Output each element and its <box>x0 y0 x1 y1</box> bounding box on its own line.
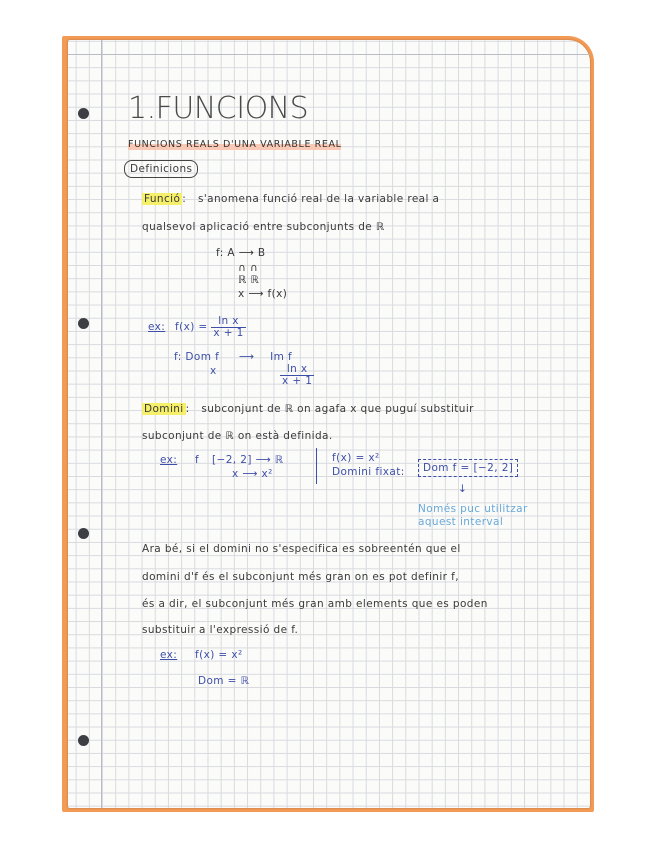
example-1-map-arrow: ⟶ <box>238 351 255 363</box>
example-2-note-2: aquest interval <box>418 516 504 528</box>
punch-hole-1 <box>78 108 89 119</box>
definitions-box: Definicions <box>124 160 198 178</box>
example-2-bottom: x ⟶ x² <box>232 468 273 480</box>
example-1-map-x: x <box>210 365 217 377</box>
example-2-label: ex: <box>160 454 178 466</box>
example-1-map-left: f: Dom f <box>174 351 220 363</box>
example-1-map-right: Im f <box>270 351 293 363</box>
funcio-definition-line2: qualsevol aplicació entre subconjunts de ℝ <box>142 221 385 233</box>
grid-paper <box>68 40 590 808</box>
example-3-rule: f(x) = x² <box>194 649 243 661</box>
example-3-label: ex: <box>160 649 178 661</box>
punch-hole-2 <box>78 318 89 329</box>
example-1-map-numerator: ln x <box>280 364 314 376</box>
example-1-numerator: ln x <box>211 316 245 328</box>
funcio-colon: : <box>182 193 187 205</box>
example-1-map-denominator: x + 1 <box>282 374 313 387</box>
example-1-label: ex: <box>148 321 166 333</box>
example-3-dom: Dom = ℝ <box>198 675 250 687</box>
mapping-row-4: x ⟶ f(x) <box>238 288 288 300</box>
paragraph-line-4: substituir a l'expressió de f. <box>142 624 299 636</box>
punch-hole-3 <box>78 528 89 539</box>
domini-text-1: subconjunt de ℝ on agafa x que puguí substituir <box>201 403 474 415</box>
paragraph-line-3: és a dir, el subconjunt més gran amb elements que es poden <box>142 598 488 610</box>
example-2-label-group <box>160 455 199 466</box>
example-2-domain-text: Domini fixat: <box>332 466 405 478</box>
example-1-fraction <box>211 316 245 338</box>
margin-rule <box>101 40 102 808</box>
example-1-map-fraction <box>280 364 314 386</box>
funcio-definition-line1 <box>142 194 439 205</box>
example-1-map-top <box>174 352 292 363</box>
domini-definition-line1 <box>142 404 474 415</box>
subtitle-highlight: FUNCIONS REALS D'UNA VARIABLE REAL <box>128 139 342 150</box>
funcio-term: Funció <box>144 193 181 205</box>
page-title: 1.FUNCIONS <box>128 91 309 126</box>
example-1-lhs: f(x) = <box>174 321 208 333</box>
section-subtitle <box>128 140 341 150</box>
example-2-domain-box <box>418 463 518 474</box>
definitions-label <box>124 164 198 175</box>
domini-colon: : <box>185 403 190 415</box>
example-2-domain-box-inner: Dom f = [−2, 2] <box>418 459 518 477</box>
example-2-f: f <box>194 454 200 466</box>
paragraph-line-1: Ara bé, si el domini no s'especifica es sobreentén que el <box>142 543 461 555</box>
mapping-row-2: ∩ ∩ <box>238 262 258 274</box>
domini-term: Domini <box>144 403 184 415</box>
example-2-note-1: Només puc utilitzar <box>418 503 528 515</box>
mapping-row-1: f: A ⟶ B <box>216 247 266 259</box>
punch-hole-4 <box>78 735 89 746</box>
paragraph-line-2: domini d'f és el subconjunt més gran on es pot definir f, <box>142 571 459 583</box>
domini-definition-line2: subconjunt de ℝ on està definida. <box>142 430 333 442</box>
example-1 <box>148 316 246 338</box>
example-1-map-frac <box>280 364 314 386</box>
funcio-text-1: s'anomena funció real de la variable real a <box>198 193 440 205</box>
example-1-denominator: x + 1 <box>213 326 244 339</box>
example-2-arrow-down: ↓ <box>458 483 468 495</box>
header-rule <box>68 54 590 55</box>
example-2-top: [−2, 2] ⟶ ℝ <box>212 454 284 466</box>
mapping-row-3: ℝ ℝ <box>238 274 260 286</box>
example-2-divider <box>316 448 317 484</box>
example-3 <box>160 650 243 661</box>
example-2-rule: f(x) = x² <box>332 452 380 464</box>
